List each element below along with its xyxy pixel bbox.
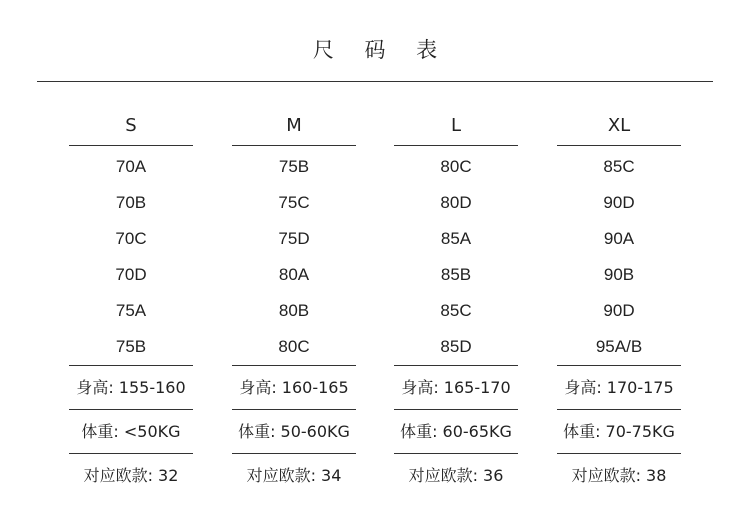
size-header: XL bbox=[557, 104, 681, 146]
cup-size: 85B bbox=[440, 265, 472, 284]
cup-size: 75A bbox=[115, 301, 147, 320]
weight-range: 体重: 70-75KG bbox=[557, 409, 681, 453]
cup-size: 80C bbox=[440, 157, 472, 176]
size-column-s bbox=[69, 104, 193, 497]
size-header: L bbox=[394, 104, 518, 146]
size-header: S bbox=[69, 104, 193, 146]
cup-size: 80B bbox=[278, 301, 310, 320]
size-column-l bbox=[394, 104, 518, 497]
title-divider bbox=[37, 81, 713, 82]
cup-size: 75D bbox=[278, 229, 310, 248]
cup-size: 75C bbox=[278, 193, 310, 212]
height-range: 身高: 170-175 bbox=[557, 365, 681, 409]
size-column-xl bbox=[557, 104, 681, 497]
cup-size: 70A bbox=[115, 157, 147, 176]
height-range: 身高: 155-160 bbox=[69, 365, 193, 409]
cup-size: 85A bbox=[440, 229, 472, 248]
weight-range: 体重: 50-60KG bbox=[232, 409, 356, 453]
cup-size: 90D bbox=[603, 301, 635, 320]
cup-size: 90B bbox=[603, 265, 635, 284]
cup-size: 95A/B bbox=[595, 337, 643, 356]
cup-size: 90A bbox=[603, 229, 635, 248]
cup-size: 90D bbox=[603, 193, 635, 212]
cup-size: 80A bbox=[278, 265, 310, 284]
height-range: 身高: 165-170 bbox=[394, 365, 518, 409]
cup-size: 70C bbox=[115, 229, 147, 248]
eu-size: 对应欧款: 38 bbox=[557, 453, 681, 497]
cup-size: 70D bbox=[115, 265, 147, 284]
cup-size: 80C bbox=[278, 337, 310, 356]
cup-size: 85C bbox=[603, 157, 635, 176]
cup-size: 85C bbox=[440, 301, 472, 320]
weight-range: 体重: <50KG bbox=[69, 409, 193, 453]
cup-size: 85D bbox=[440, 337, 472, 356]
eu-size: 对应欧款: 34 bbox=[232, 453, 356, 497]
cup-size: 80D bbox=[440, 193, 472, 212]
cup-size: 75B bbox=[278, 157, 310, 176]
eu-size: 对应欧款: 36 bbox=[394, 453, 518, 497]
eu-size: 对应欧款: 32 bbox=[69, 453, 193, 497]
page-title: 尺 码 表 bbox=[312, 38, 450, 62]
cup-size: 70B bbox=[115, 193, 147, 212]
size-column-m bbox=[232, 104, 356, 497]
weight-range: 体重: 60-65KG bbox=[394, 409, 518, 453]
cup-size: 75B bbox=[115, 337, 147, 356]
size-header: M bbox=[232, 104, 356, 146]
height-range: 身高: 160-165 bbox=[232, 365, 356, 409]
